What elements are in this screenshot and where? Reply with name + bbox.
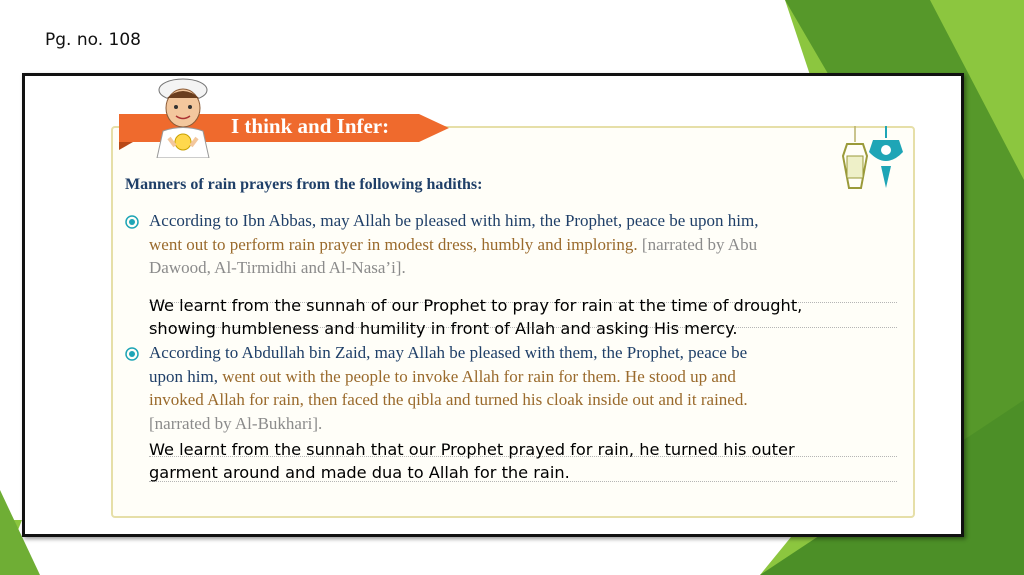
hadith-2-line-2 (149, 365, 909, 389)
hadith-1-line-1: According to Ibn Abbas, may Allah be pleased with him, the Prophet, peace be upon him, (149, 211, 759, 230)
lantern-decoration-icon (811, 126, 911, 206)
hadith-1-line-2-main: went out to perform rain prayer in modest dress, humbly and imploring. (149, 234, 642, 254)
answer-2-line-1: We learnt from the sunnah that our Prophet prayed for rain, he turned his outer (149, 440, 795, 459)
hadith-2-line-2-main: went out with the people to invoke Allah for rain for them. He stood up and (222, 366, 736, 386)
bullet-icon (125, 347, 139, 361)
hadith-1-text (149, 209, 909, 280)
hadith-2-text (149, 341, 909, 435)
page-number-label: Pg. no. 108 (45, 30, 141, 50)
hadith-1-line-2 (149, 233, 909, 257)
answer-1-line-2: showing humbleness and humility in front of Allah and asking His mercy. (149, 319, 738, 338)
hadith-2-line-3: invoked Allah for rain, then faced the qibla and turned his cloak inside out and it rained. (149, 390, 748, 409)
bullet-icon (125, 215, 139, 229)
answer-1-text (149, 294, 909, 340)
answer-1-line-1: We learnt from the sunnah of our Prophet to pray for rain at the time of drought, (149, 296, 803, 315)
boy-illustration-icon (143, 76, 223, 158)
hadith-1-reference-start: [narrated by Abu (641, 234, 758, 254)
hadith-2-line-2-lead: upon him, (149, 366, 223, 386)
hadith-2-line-4: [narrated by Al-Bukhari]. (149, 413, 323, 433)
section-subtitle: Manners of rain prayers from the following hadiths: (125, 176, 483, 193)
answer-2-line-2: garment around and made dua to Allah for the rain. (149, 463, 570, 482)
hadith-2-line-1: According to Abdullah bin Zaid, may Allah be pleased with them, the Prophet, peace be (149, 343, 748, 362)
textbook-image-frame (22, 73, 964, 537)
answer-2-text (149, 438, 909, 484)
hadith-1-line-3: Dawood, Al-Tirmidhi and Al-Nasa’i]. (149, 258, 406, 277)
banner-title: I think and Infer: (231, 114, 390, 138)
